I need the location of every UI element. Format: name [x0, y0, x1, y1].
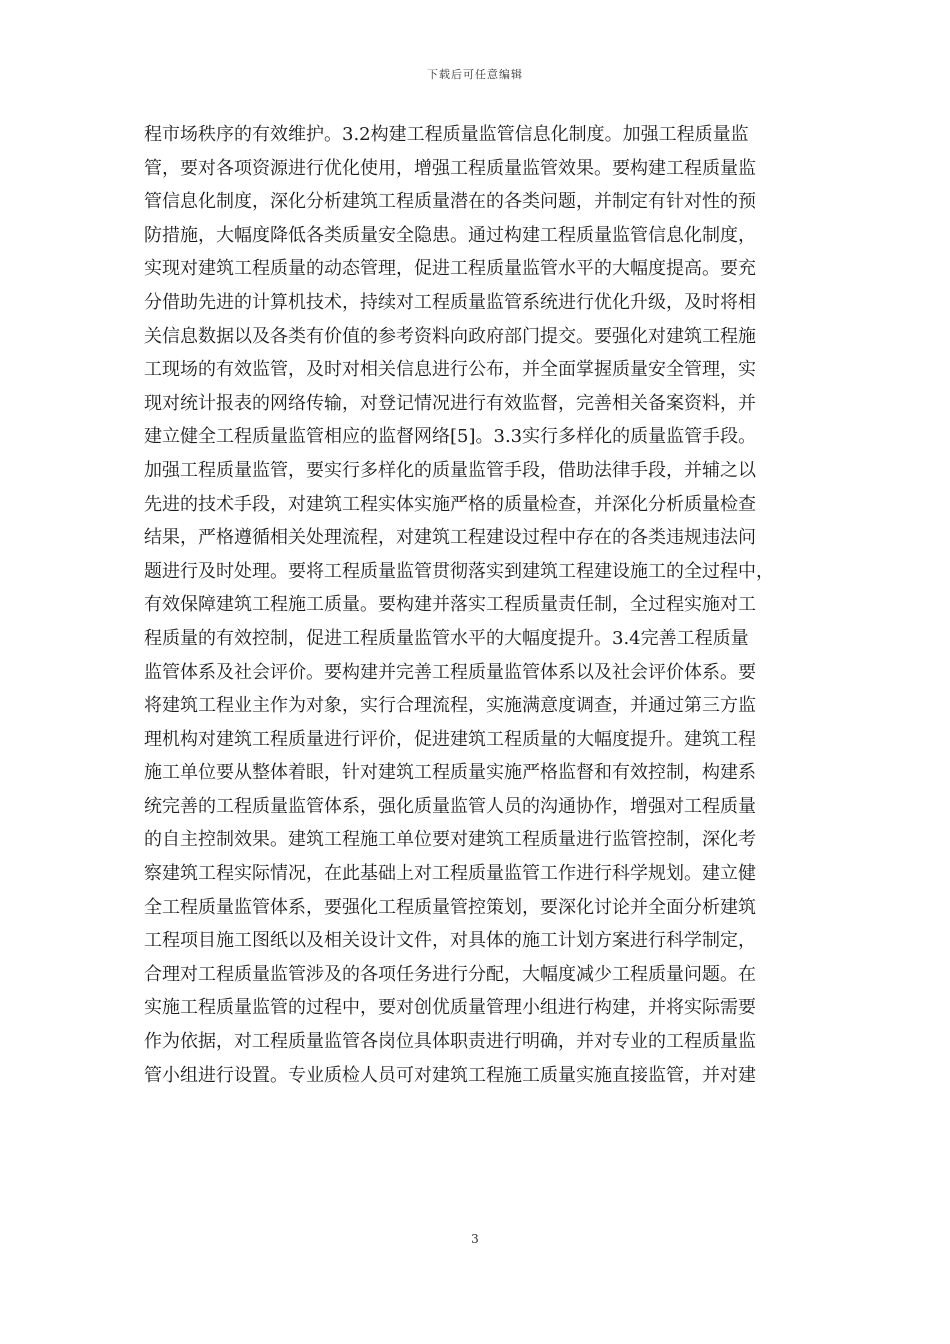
text-line: 管信息化制度，深化分析建筑工程质量潜在的各类问题，并制定有针对性的预 [144, 191, 756, 213]
page-header: 下载后可任意编辑 [427, 68, 523, 81]
text-line: 有效保障建筑工程施工质量。要构建并落实工程质量责任制，全过程实施对工 [144, 594, 756, 616]
text-line: 合理对工程质量监管涉及的各项任务进行分配，大幅度减少工程质量问题。在 [144, 963, 756, 985]
page-number: 3 [471, 1232, 479, 1246]
text-line: 的自主控制效果。建筑工程施工单位要对建筑工程质量进行监管控制，深化考 [144, 829, 756, 851]
text-line: 监管体系及社会评价。要构建并完善工程质量监管体系以及社会评价体系。要 [144, 661, 756, 683]
text-line: 工现场的有效监管，及时对相关信息进行公布，并全面掌握质量安全管理，实 [144, 359, 756, 381]
text-line: 实现对建筑工程质量的动态管理，促进工程质量监管水平的大幅度提高。要充 [144, 258, 756, 280]
text-line: 先进的技术手段，对建筑工程实体实施严格的质量检查，并深化分析质量检查 [144, 493, 756, 515]
text-line: 现对统计报表的网络传输，对登记情况进行有效监督，完善相关备案资料，并 [144, 392, 756, 414]
text-line: 防措施，大幅度降低各类质量安全隐患。通过构建工程质量监管信息化制度， [144, 224, 756, 246]
text-line: 程质量的有效控制，促进工程质量监管水平的大幅度提升。3.4完善工程质量 [144, 627, 749, 649]
text-line: 统完善的工程质量监管体系，强化质量监管人员的沟通协作，增强对工程质量 [144, 795, 756, 817]
text-line: 管小组进行设置。专业质检人员可对建筑工程施工质量实施直接监管，并对建 [144, 1064, 756, 1086]
text-line: 加强工程质量监管，要实行多样化的质量监管手段，借助法律手段，并辅之以 [144, 459, 756, 481]
text-line: 建立健全工程质量监管相应的监督网络[5]。3.3实行多样化的质量监管手段。 [144, 426, 757, 448]
text-line: 理机构对建筑工程质量进行评价，促进建筑工程质量的大幅度提升。建筑工程 [144, 728, 756, 750]
text-line: 关信息数据以及各类有价值的参考资料向政府部门提交。要强化对建筑工程施 [144, 325, 756, 347]
text-line: 作为依据，对工程质量监管各岗位具体职责进行明确，并对专业的工程质量监 [144, 1031, 756, 1053]
text-line: 分借助先进的计算机技术，持续对工程质量监管系统进行优化升级，及时将相 [144, 291, 756, 313]
text-line: 程市场秩序的有效维护。3.2构建工程质量监管信息化制度。加强工程质量监 [144, 124, 749, 145]
text-line: 施工单位要从整体着眼，针对建筑工程质量实施严格监督和有效控制，构建系 [144, 762, 756, 784]
text-line: 工程项目施工图纸以及相关设计文件，对具体的施工计划方案进行科学制定， [144, 930, 756, 952]
text-line: 结果，严格遵循相关处理流程，对建筑工程建设过程中存在的各类违规违法问 [144, 527, 756, 549]
text-line: 题进行及时处理。要将工程质量监管贯彻落实到建筑工程建设施工的全过程中， [144, 560, 774, 582]
text-line: 全工程质量监管体系，要强化工程质量管控策划，要深化讨论并全面分析建筑 [144, 896, 756, 918]
body-text [144, 118, 812, 1092]
text-line: 将建筑工程业主作为对象，实行合理流程，实施满意度调查，并通过第三方监 [144, 695, 756, 717]
text-line: 察建筑工程实际情况，在此基础上对工程质量监管工作进行科学规划。建立健 [144, 863, 756, 885]
text-line: 实施工程质量监管的过程中，要对创优质量管理小组进行构建，并将实际需要 [144, 997, 756, 1019]
text-line: 管，要对各项资源进行优化使用，增强工程质量监管效果。要构建工程质量监 [144, 157, 756, 179]
